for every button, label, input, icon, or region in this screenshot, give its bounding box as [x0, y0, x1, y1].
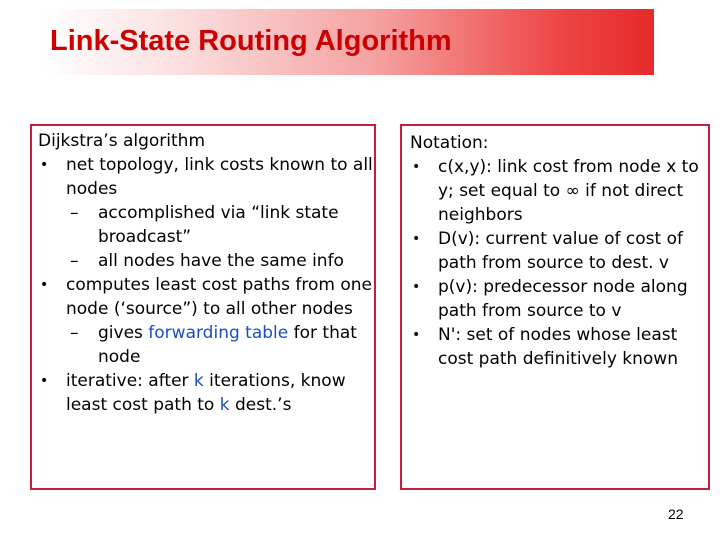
notation-node-set: • N': set of nodes whose least cost path definitively known — [410, 323, 710, 371]
page-number: 22 — [668, 506, 684, 522]
iterative-pre: iterative: after — [66, 371, 194, 391]
dash-mark: – — [70, 251, 79, 271]
dash-mark: – — [70, 323, 79, 343]
dijkstra-box — [30, 124, 376, 490]
dash-mark: – — [70, 203, 79, 223]
bullet-topology: • net topology, link costs known to all nodes — [38, 153, 374, 201]
notation-heading: Notation: — [410, 133, 489, 153]
notation-current-cost: • D(v): current value of cost of path from source to dest. v — [410, 227, 710, 275]
dijkstra-heading: Dijkstra’s algorithm — [38, 131, 206, 151]
sub-bullet-forwarding-table — [38, 321, 374, 369]
sub-bullet-broadcast — [38, 201, 374, 249]
dijkstra-content — [38, 129, 374, 417]
slide-title: Link-State Routing Algorithm — [50, 25, 452, 57]
same-info-text: all nodes have the same info — [98, 251, 344, 271]
iterative-post: dest.’s — [229, 395, 292, 415]
notation-predecessor: • p(v): predecessor node along path from source to v — [410, 275, 710, 323]
iterative-mid: iterations, know least cost path to — [66, 371, 346, 415]
notation-link-cost: • c(x,y): link cost from node x to y; set equal to ∞ if not direct neighbors — [410, 155, 710, 227]
k-variable: k — [219, 395, 230, 415]
broadcast-text: accomplished via “link state broadcast” — [98, 203, 339, 247]
notation-content — [410, 131, 710, 371]
k-variable: k — [193, 371, 204, 391]
bullet-least-cost: • computes least cost paths from one node (‘source”) to all other nodes — [38, 273, 374, 321]
notation-box — [400, 124, 710, 490]
forwarding-post: for that node — [98, 323, 357, 367]
sub-bullet-same-info — [38, 249, 374, 273]
title-banner — [42, 9, 654, 75]
bullet-iterative — [38, 369, 374, 417]
forwarding-pre: gives — [98, 323, 149, 343]
forwarding-table-term: forwarding table — [148, 323, 289, 343]
